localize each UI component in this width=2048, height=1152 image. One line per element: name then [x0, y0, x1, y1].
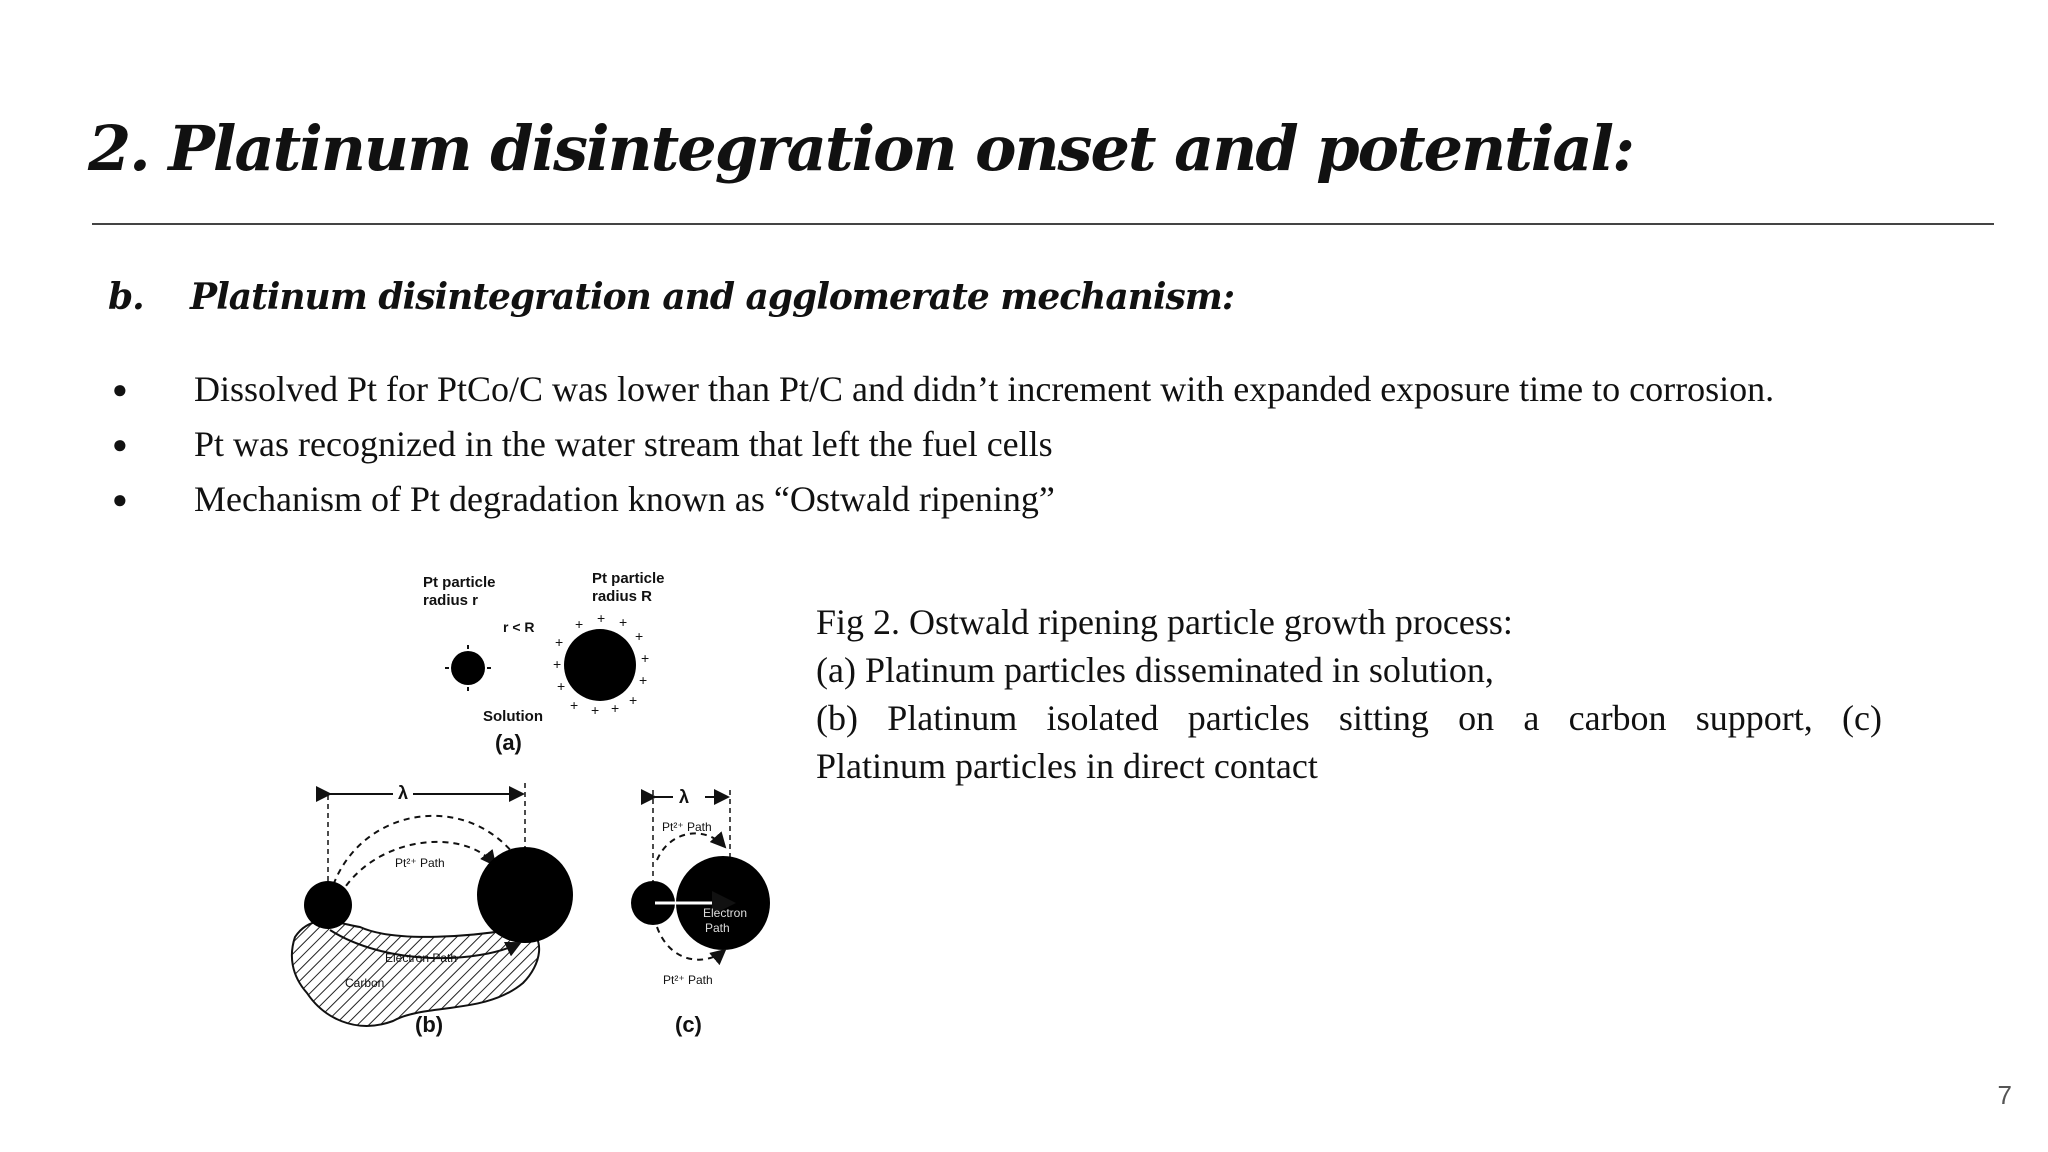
large-particle-b: [477, 847, 573, 943]
path-label-c: Path: [705, 921, 730, 935]
panel-a-label: (a): [495, 730, 522, 755]
bullet-list: [112, 362, 1774, 527]
svg-text:+: +: [575, 616, 584, 632]
svg-text:+: +: [635, 628, 644, 644]
label-small-particle: Pt particle: [423, 574, 496, 591]
svg-text:+: +: [611, 700, 620, 716]
bullet-text: Pt was recognized in the water stream that left the fuel cells: [194, 424, 1053, 464]
bullet-text: Mechanism of Pt degradation known as “Ostwald ripening”: [194, 479, 1055, 519]
pt-path-c-top-arc: [657, 833, 725, 860]
caption-line-1: Fig 2. Ostwald ripening particle growth process:: [816, 602, 1513, 642]
slide-title: 2. Platinum disintegration onset and potential:: [88, 112, 1633, 185]
figure-caption: [816, 598, 1882, 790]
small-particle-a: [451, 651, 485, 685]
svg-text:+: +: [639, 672, 648, 688]
ostwald-ripening-figure: [285, 565, 790, 1050]
subheading-letter: b.: [108, 276, 144, 318]
label-small-radius: radius r: [423, 592, 479, 609]
subheading-text: Platinum disintegration and agglomerate mechanism:: [190, 276, 1235, 318]
panel-c-label: (c): [675, 1012, 702, 1037]
bullet-dot: ●: [112, 430, 128, 459]
pt-path-label-c-bottom: Pt²⁺ Path: [663, 973, 713, 987]
label-compare: r < R: [503, 619, 535, 635]
pt-path-label-c-top: Pt²⁺ Path: [662, 820, 712, 834]
subheading: [108, 276, 1234, 318]
label-solution: Solution: [483, 708, 543, 725]
electron-label-c: Electron: [703, 906, 748, 920]
bullet-text: Dissolved Pt for PtCo/C was lower than Pt/C and didn’t increment with expanded exposure time to corrosion.: [194, 369, 1775, 409]
bullet-item: [112, 362, 1774, 417]
bullet-item: [112, 472, 1774, 527]
caption-line-2: (a) Platinum particles disseminated in solution,: [816, 650, 1494, 690]
label-large-radius: radius R: [592, 588, 653, 605]
svg-text:+: +: [619, 614, 628, 630]
bullet-dot: ●: [112, 485, 128, 514]
label-large-particle: Pt particle: [592, 570, 665, 587]
ostwald-ripening-diagram: [285, 565, 790, 1050]
svg-text:+: +: [553, 656, 562, 672]
svg-text:+: +: [557, 678, 566, 694]
svg-text:+: +: [555, 634, 564, 650]
electron-path-label-b: Electron Path: [385, 951, 458, 965]
svg-text:+: +: [641, 650, 650, 666]
svg-text:+: +: [591, 702, 600, 718]
bullet-dot: ●: [112, 375, 128, 404]
bullet-item: [112, 417, 1774, 472]
caption-line-3: (b) Platinum isolated particles sitting on a carbon support, (c): [816, 698, 1882, 738]
page-number: 7: [1997, 1080, 2012, 1110]
small-particle-b: [304, 881, 352, 929]
panel-b-label: (b): [415, 1012, 444, 1037]
pt-path-label-b: Pt²⁺ Path: [395, 856, 445, 870]
lambda-b: λ: [398, 783, 409, 803]
title-divider: [92, 223, 1994, 225]
large-particle-a: [564, 629, 636, 701]
svg-text:+: +: [597, 610, 606, 626]
caption-line-4: Platinum particles in direct contact: [816, 746, 1318, 786]
svg-text:+: +: [629, 692, 638, 708]
carbon-label: Carbon: [345, 976, 385, 990]
lambda-c: λ: [679, 787, 690, 807]
svg-text:+: +: [570, 697, 579, 713]
